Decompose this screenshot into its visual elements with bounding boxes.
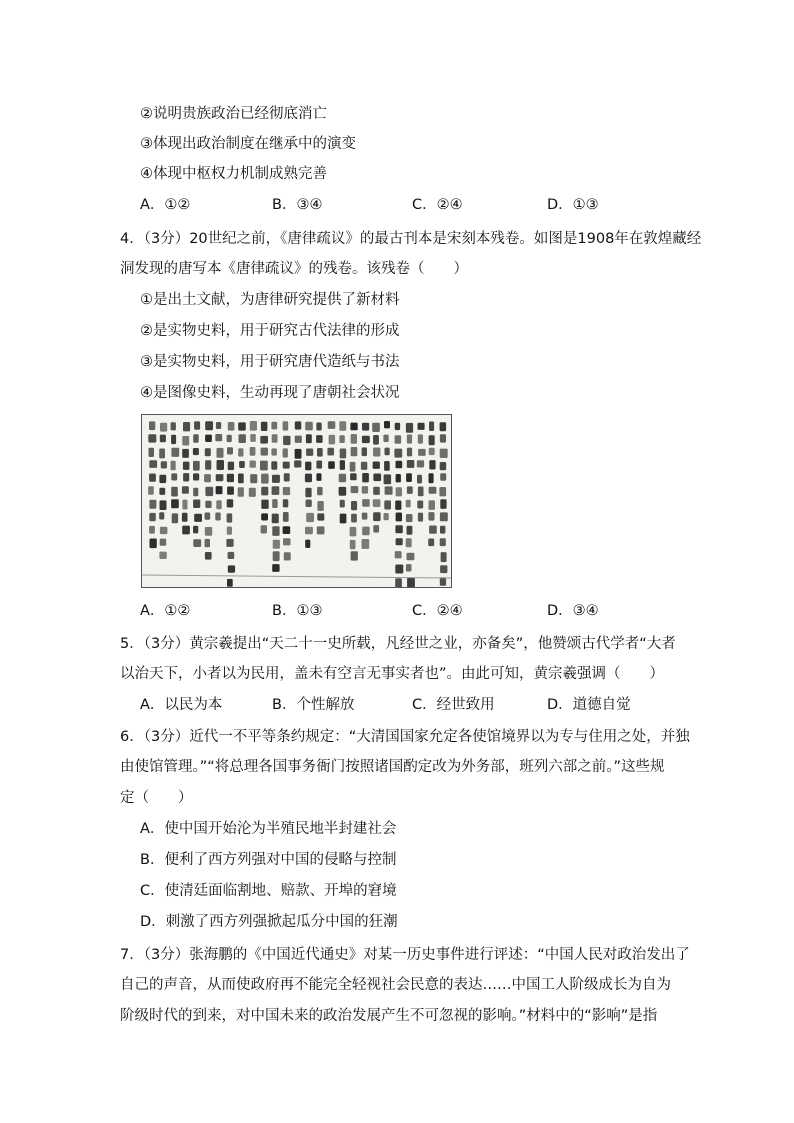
- q7-stem-line3: 阶级时代的到来，对中国未来的政治发展产生不可忽视的影响。”材料中的“影响”是指: [120, 1008, 658, 1024]
- q4-option-a: A．①②: [140, 603, 191, 619]
- q5-stem-line2: 以治天下，小者以为民用，盖未有空言无事实者也”。由此可知，黄宗羲强调（ ）: [120, 666, 665, 682]
- q3-option-b: B．③④: [272, 197, 323, 213]
- q5-option-b: B．个性解放: [272, 697, 355, 713]
- q4-stem-line1: 4．（3分）20世纪之前，《唐律疏议》的最古刊本是宋刻本残卷。如图是1908年在敦煌藏经: [120, 231, 702, 247]
- manuscript-scan-graphic: [142, 415, 451, 587]
- q7-stem-line2: 自己的声音，从而使政府再不能完全轻视社会民意的表达……中国工人阶级成长为自为: [120, 977, 671, 993]
- q6-option-b: B．便利了西方列强对中国的侵略与控制: [140, 852, 397, 868]
- q3-option-c: C．②④: [412, 197, 463, 213]
- q4-item-3: ③是实物史料，用于研究唐代造纸与书法: [140, 354, 400, 370]
- q6-option-d: D．刺激了西方列强掀起瓜分中国的狂潮: [140, 914, 398, 930]
- q3-option-d: D．①③: [547, 197, 599, 213]
- q6-option-a: A．使中国开始沦为半殖民地半封建社会: [140, 821, 397, 837]
- q3-option-a: A．①②: [140, 197, 191, 213]
- q6-option-c: C．使清廷面临割地、赔款、开埠的窘境: [140, 883, 397, 899]
- q6-stem-line3: 定（ ）: [120, 790, 193, 806]
- q4-stem-line2: 洞发现的唐写本《唐律疏议》的残卷。该残卷（ ）: [120, 261, 468, 277]
- q4-option-d: D．③④: [547, 603, 599, 619]
- q5-option-c: C．经世致用: [412, 697, 495, 713]
- q6-stem-line1: 6．（3分）近代一不平等条约规定：“大清国国家允定各使馆境界以为专与住用之处，并独: [120, 729, 690, 745]
- manuscript-image: [141, 414, 452, 588]
- q3-item-4: ④体现中枢权力机制成熟完善: [140, 166, 327, 182]
- q4-item-1: ①是出土文献，为唐律研究提供了新材料: [140, 292, 400, 308]
- q3-item-3: ③体现出政治制度在继承中的演变: [140, 136, 356, 152]
- q4-item-4: ④是图像史料，生动再现了唐朝社会状况: [140, 385, 400, 401]
- q5-option-a: A．以民为本: [140, 697, 223, 713]
- q4-option-b: B．①③: [272, 603, 323, 619]
- q4-option-c: C．②④: [412, 603, 463, 619]
- q5-stem-line1: 5．（3分）黄宗羲提出“天二十一史所载，凡经世之业，亦备矣”，他赞颂古代学者“大者: [120, 636, 676, 652]
- q5-option-d: D．道德自觉: [547, 697, 631, 713]
- q3-item-2: ②说明贵族政治已经彻底消亡: [140, 106, 327, 122]
- q6-stem-line2: 由使馆管理。”“将总理各国事务衙门按照诸国酌定改为外务部，班列六部之前。”这些规: [120, 759, 665, 775]
- q4-item-2: ②是实物史料，用于研究古代法律的形成: [140, 323, 400, 339]
- q7-stem-line1: 7．（3分）张海鹏的《中国近代通史》对某一历史事件进行评述：“中国人民对政治发出了: [120, 947, 690, 963]
